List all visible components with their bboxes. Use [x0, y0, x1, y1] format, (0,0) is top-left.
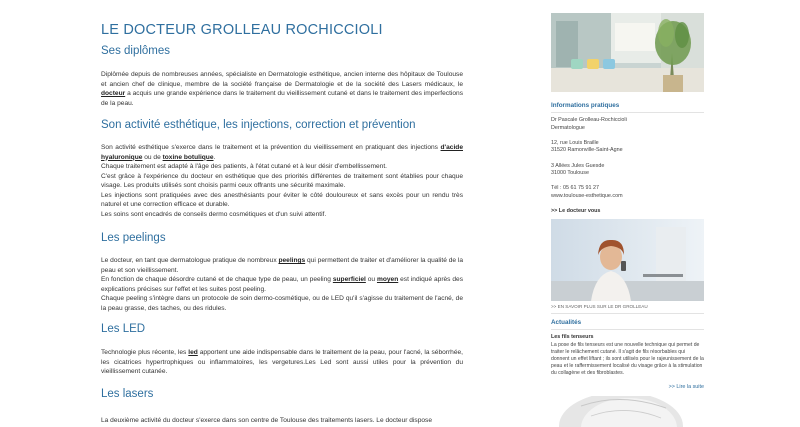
news-title[interactable]: Les fils tenseurs: [551, 334, 594, 340]
text-activite-esthetique: Son activité esthétique s'exerce dans le traitement et la prévention du vieillissement en pratiquant des injections d'acide hyaluronique ou de toxine botulique. Chaque traitement est adapté à l'âge des patients, à l'état cutané et à leur désir d'embellissement. C'est grâce à l'expérience du docteur en esthétique que des priorités différentes de traitement sont établies pour chaque visage. Les produits utilisés sont choisis parmi ceux offrants une sécurité maximale. Les injections sont pratiquées avec des anesthésiants pour éviter le côté douloureux et sans excès pour un rendu très naturel et une correction efficace et durable. Les soins sont encadrés de conseils dermo cosmétiques et d'un suivi attentif.: [101, 144, 463, 218]
news-text: La pose de fils tenseurs est une nouvelle technique qui permet de traiter le relâchement cutané. Il s'agit de fils résorbables qui donnent un effet liftant ; ils sont utilisés pour le rajeunissement de la peau et le raffermissement localisé du visage grâce à la stimulation du collagène et des fibroblastes.: [551, 342, 704, 377]
face-illustration-image: [551, 396, 704, 427]
link-docteur[interactable]: docteur: [101, 90, 126, 97]
divider: [551, 313, 704, 314]
link-led[interactable]: led: [188, 349, 198, 356]
heading-lasers: Les lasers: [101, 388, 154, 400]
doctor-photo[interactable]: [551, 219, 704, 301]
news-face-image: [551, 396, 704, 427]
about-doctor-link[interactable]: >> EN SAVOIR PLUS SUR LE DR GROLLEAU: [551, 304, 648, 309]
link-moyen[interactable]: moyen: [376, 276, 399, 283]
heading-activite-esthetique: Son activité esthétique, les injections, correction et prévention: [101, 119, 416, 131]
text-peelings: Le docteur, en tant que dermatologue pratique de nombreux peelings qui permettent de traiter et d'améliorer la qualité de la peau et son vieillissement. En fonction de chaque désordre cutané et de chaque type de peau, un peeling superficiel ou moyen est indiqué après des explications précises sur l'effet et les suites post peeling. Chaque peeling s'intègre dans un protocole de soin dermo-cosmétique, ou de LED qu'il s'agisse du traitement de l'acné, de la peau grasse, des taches, ou des ridules.: [101, 257, 464, 312]
heading-led: Les LED: [101, 323, 146, 335]
doctor-portrait-image: [551, 219, 704, 301]
page-title: LE DOCTEUR GROLLEAU ROCHICCIOLI: [101, 22, 383, 38]
divider: [551, 112, 704, 113]
divider: [551, 329, 704, 330]
link-toxine-botulique[interactable]: toxine botulique: [162, 153, 214, 161]
read-more-link[interactable]: >> Lire la suite: [668, 384, 704, 390]
about-heading: >> Le docteur vous: [551, 208, 601, 214]
website-link[interactable]: www.toulouse-esthetique.com: [551, 192, 623, 199]
heading-peelings: Les peelings: [101, 232, 166, 244]
text-led: Technologie plus récente, les led apportent une aide indispensable dans le traitement de la peau, pour l'acné, la séborrhée, les cicatrices hypertrophiques ou inflammatoires, les vergetures.Les Led sont aussi utiles pour la prévention du vieillissement cutanée.: [101, 349, 463, 375]
info-heading: Informations pratiques: [551, 102, 620, 109]
clinic-photo: [551, 13, 704, 92]
address-block: Dr Pascale Grolleau-Rochiccioli Dermatologue 12, rue Louis Braille 31520 Ramonville-Saint-Agne 3 Allées Jules Guesde 31000 Toulouse Tél : 05 61 75 91 27 www.toulouse-esthetique.com: [551, 117, 704, 201]
news-heading: Actualités: [551, 319, 582, 326]
link-superficiel[interactable]: superficiel: [332, 276, 366, 283]
heading-diplomes: Ses diplômes: [101, 45, 171, 57]
text-lasers: La deuxième activité du docteur s'exerce dans son centre de Toulouse des traitements lasers. Le docteur dispose: [101, 417, 433, 424]
link-peelings[interactable]: peelings: [278, 257, 306, 264]
link-acide-hyaluronique[interactable]: d'acide hyaluronique: [101, 144, 463, 161]
text-diplomes: Diplômée depuis de nombreuses années, spécialiste en Dermatologie esthétique, ancien interne des hôpitaux de Toulouse et ancien chef de clinique, membre de la société française de Dermatologie et de la société des Lasers médicaux, le docteur a acquis une grande expérience dans le traitement du vieillissement cutané et dans le traitement des imperfections de la peau.: [101, 71, 463, 107]
clinic-interior-image: [551, 13, 704, 92]
